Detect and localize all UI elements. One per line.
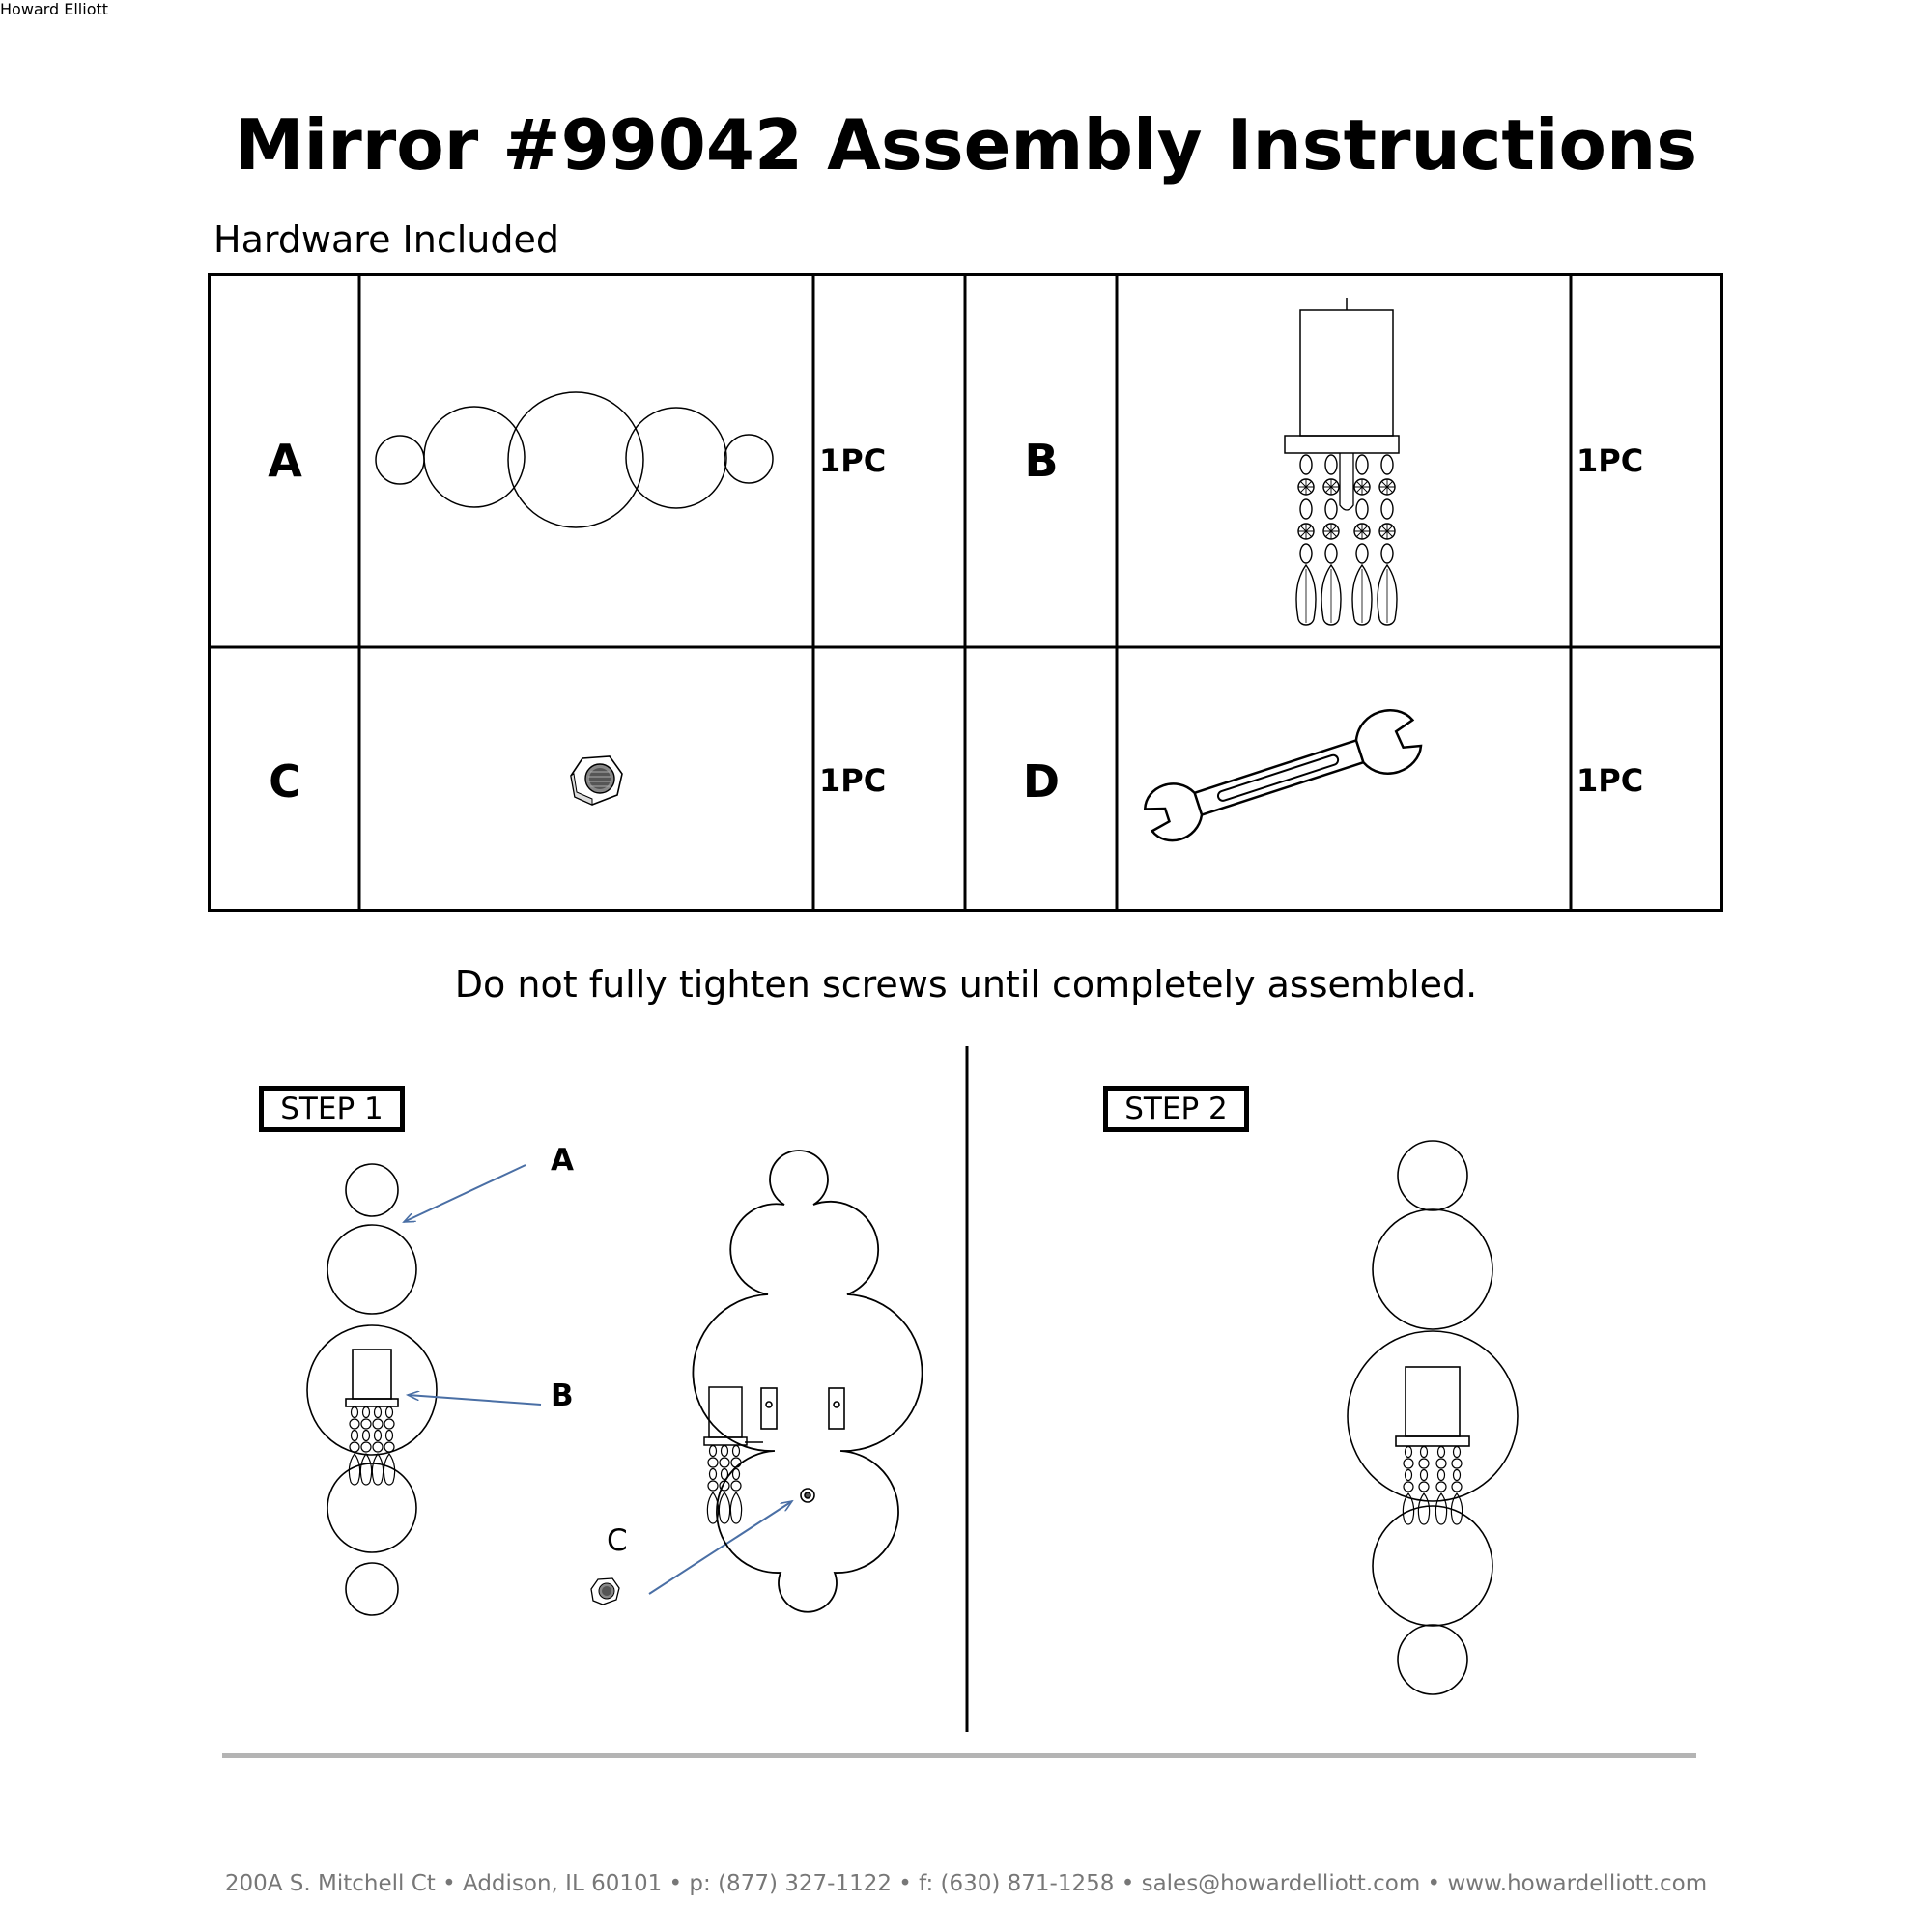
step1-back-brackets bbox=[761, 1388, 844, 1502]
step1-mirror-front bbox=[307, 1164, 437, 1615]
assembly-note: Do not fully tighten screws until completely assembled. bbox=[454, 963, 1478, 1006]
part-c-letter: C bbox=[269, 755, 301, 808]
part-c-qty: 1PC bbox=[819, 762, 887, 799]
crystal-sconce-icon bbox=[1285, 298, 1399, 625]
step2-mirror bbox=[1348, 1141, 1518, 1694]
callout-c: C bbox=[607, 1523, 628, 1558]
step-2-label: STEP 2 bbox=[1103, 1086, 1249, 1132]
bubble-mirror-icon bbox=[376, 392, 773, 527]
wrench-icon bbox=[1139, 703, 1427, 850]
hex-nut-icon bbox=[571, 756, 622, 805]
page-title: Mirror #99042 Assembly Instructions bbox=[234, 104, 1698, 185]
part-d-letter: D bbox=[1022, 755, 1061, 808]
part-b-qty: 1PC bbox=[1577, 442, 1644, 479]
part-a-qty: 1PC bbox=[819, 442, 887, 479]
part-d-qty: 1PC bbox=[1577, 762, 1644, 799]
step-diagrams bbox=[0, 1038, 1932, 1734]
step-1-label: STEP 1 bbox=[259, 1086, 405, 1132]
arrow-b bbox=[408, 1395, 541, 1405]
footer-rule bbox=[222, 1753, 1696, 1758]
steps-section bbox=[0, 1038, 1932, 1734]
arrow-a bbox=[404, 1165, 526, 1222]
howard-elliott-signature-logo bbox=[715, 1760, 1198, 1866]
arrow-c bbox=[649, 1501, 792, 1594]
parts-table bbox=[208, 273, 1723, 912]
hardware-included-label: Hardware Included bbox=[213, 218, 559, 261]
callout-b: B bbox=[551, 1378, 574, 1413]
step1-sconce bbox=[346, 1350, 398, 1485]
footer-contact: 200A S. Mitchell Ct • Addison, IL 60101 • p: (877) 327-1122 • f: (630) 871-1258 • sales@howardelliott.com • www.howardelliott.com bbox=[224, 1871, 1708, 1896]
step1-nut bbox=[591, 1578, 619, 1605]
part-a-letter: A bbox=[268, 435, 302, 487]
callout-a: A bbox=[551, 1143, 574, 1178]
part-b-letter: B bbox=[1024, 435, 1059, 487]
